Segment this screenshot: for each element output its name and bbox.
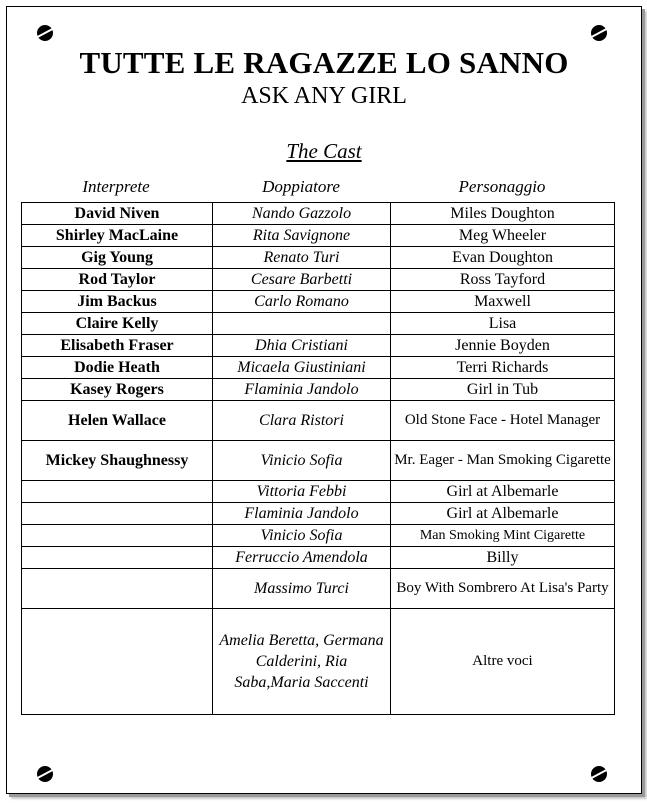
- table-row: [22, 609, 615, 715]
- actor-cell: [22, 525, 213, 547]
- dubber-cell: [213, 313, 391, 335]
- actor-cell: Kasey Rogers: [22, 379, 213, 401]
- table-row: [22, 503, 615, 525]
- table-row: [22, 379, 615, 401]
- role-cell: Man Smoking Mint Cigarette: [391, 525, 615, 547]
- role-cell: Boy With Sombrero At Lisa's Party: [391, 569, 615, 609]
- table-row: [22, 291, 615, 313]
- dubber-cell: Vinicio Sofia: [213, 525, 391, 547]
- actor-cell: Jim Backus: [22, 291, 213, 313]
- dubber-cell: Flaminia Jandolo: [213, 379, 391, 401]
- cast-sheet: [6, 6, 642, 794]
- column-header-actor: Interprete: [82, 177, 150, 196]
- actor-cell: [22, 569, 213, 609]
- actor-cell: [22, 503, 213, 525]
- dubber-cell: Cesare Barbetti: [213, 269, 391, 291]
- dubber-cell: Dhia Cristiani: [213, 335, 391, 357]
- actor-cell: Shirley MacLaine: [22, 225, 213, 247]
- dubber-cell: Massimo Turci: [213, 569, 391, 609]
- actor-cell: [22, 481, 213, 503]
- actor-cell: David Niven: [22, 203, 213, 225]
- actor-cell: Mickey Shaughnessy: [22, 441, 213, 481]
- cast-heading: The Cast: [286, 139, 362, 163]
- dubber-cell: Micaela Giustiniani: [213, 357, 391, 379]
- role-cell: Girl at Albemarle: [391, 503, 615, 525]
- role-cell: Altre voci: [391, 609, 615, 715]
- dubber-cell: Vittoria Febbi: [213, 481, 391, 503]
- dubber-cell: Carlo Romano: [213, 291, 391, 313]
- role-cell: Mr. Eager - Man Smoking Cigarette: [391, 441, 615, 481]
- table-row: [22, 335, 615, 357]
- table-row: [22, 441, 615, 481]
- column-header-role: Personaggio: [458, 177, 546, 196]
- actor-cell: Elisabeth Fraser: [22, 335, 213, 357]
- role-cell: Meg Wheeler: [391, 225, 615, 247]
- table-row: [22, 247, 615, 269]
- dubber-cell: Nando Gazzolo: [213, 203, 391, 225]
- screw-icon: [591, 766, 607, 782]
- actor-cell: Helen Wallace: [22, 401, 213, 441]
- actor-cell: [22, 609, 213, 715]
- table-row: [22, 357, 615, 379]
- dubber-cell: Clara Ristori: [213, 401, 391, 441]
- dubber-cell: Rita Savignone: [213, 225, 391, 247]
- dubber-cell: Amelia Beretta, Germana Calderini, Ria Saba,Maria Saccenti: [213, 609, 391, 715]
- role-cell: Evan Doughton: [391, 247, 615, 269]
- role-cell: Terri Richards: [391, 357, 615, 379]
- screw-icon: [37, 766, 53, 782]
- column-header-dubber: Doppiatore: [262, 177, 340, 196]
- original-title: ASK ANY GIRL: [241, 83, 407, 109]
- dubber-cell: Flaminia Jandolo: [213, 503, 391, 525]
- dubber-cell: Vinicio Sofia: [213, 441, 391, 481]
- italian-title: TUTTE LE RAGAZZE LO SANNO: [79, 45, 569, 80]
- actor-cell: [22, 547, 213, 569]
- actor-cell: Gig Young: [22, 247, 213, 269]
- screw-icon: [37, 25, 53, 41]
- table-row: [22, 203, 615, 225]
- table-row: [22, 569, 615, 609]
- role-cell: Old Stone Face - Hotel Manager: [391, 401, 615, 441]
- actor-cell: Rod Taylor: [22, 269, 213, 291]
- cast-table: [21, 202, 615, 715]
- table-row: [22, 525, 615, 547]
- role-cell: Billy: [391, 547, 615, 569]
- role-cell: Lisa: [391, 313, 615, 335]
- screw-icon: [591, 25, 607, 41]
- role-cell: Miles Doughton: [391, 203, 615, 225]
- table-row: [22, 481, 615, 503]
- role-cell: Girl in Tub: [391, 379, 615, 401]
- role-cell: Girl at Albemarle: [391, 481, 615, 503]
- dubber-cell: Renato Turi: [213, 247, 391, 269]
- dubber-cell: Ferruccio Amendola: [213, 547, 391, 569]
- table-row: [22, 225, 615, 247]
- table-row: [22, 269, 615, 291]
- role-cell: Maxwell: [391, 291, 615, 313]
- table-row: [22, 547, 615, 569]
- table-row: [22, 313, 615, 335]
- actor-cell: Claire Kelly: [22, 313, 213, 335]
- table-row: [22, 401, 615, 441]
- role-cell: Ross Tayford: [391, 269, 615, 291]
- actor-cell: Dodie Heath: [22, 357, 213, 379]
- role-cell: Jennie Boyden: [391, 335, 615, 357]
